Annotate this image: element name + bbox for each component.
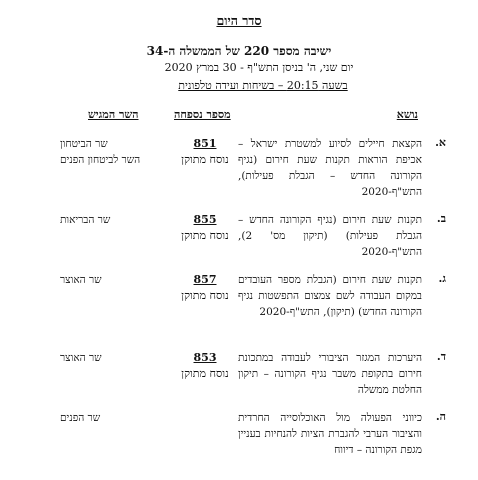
- item-version: נוסח מתוקן: [181, 367, 229, 380]
- agenda-title: סדר היום: [216, 13, 262, 28]
- item-number: 851: [193, 137, 217, 150]
- item-topic: היערכות המגזר הציבורי לעבודה במתכונת חירום בתקופת משבר נגיף הקורונה – תיקון החלטת ממשלה: [238, 352, 422, 396]
- column-header-number: מספר נספחה: [174, 108, 231, 121]
- item-minister: [60, 136, 168, 168]
- item-number-block: [172, 212, 238, 244]
- column-header-minister: השר המגיש: [88, 108, 139, 121]
- agenda-item-e: [0, 410, 478, 480]
- meeting-time: בשעה 20:15 – בשיחות ועידה טלפונית: [178, 79, 348, 92]
- item-number-block: [172, 272, 238, 304]
- item-minister: [60, 350, 168, 366]
- item-topic: תקנות שעת חירום (הגבלת מספר העובדים במקום העבודה לשם צמצום התפשטות נגיף הקורונה החדש) (תיקון), התש"ף-2020: [238, 274, 422, 318]
- item-version: נוסח מתוקן: [181, 289, 229, 302]
- item-letter: ה.: [435, 410, 446, 423]
- item-letter: א.: [435, 136, 446, 149]
- item-minister: [60, 272, 168, 288]
- agenda-item-a: [0, 136, 478, 206]
- item-topic: הקצאת חיילים לסיוע למשטרת ישראל – אכיפת הוראות תקנות שעת חירום (נגיף הקורונה החדש – הגבלת פעילות), התש"ף-2020: [238, 138, 422, 198]
- minister-line: שר הביטחון: [60, 138, 108, 150]
- meeting-date: יום שני, ה' בניסן התש"ף - 30 במרץ 2020: [164, 61, 354, 74]
- item-number: 853: [193, 351, 217, 364]
- item-version: נוסח מתוקן: [181, 229, 229, 242]
- item-number-block: [172, 350, 238, 382]
- item-letter: ג.: [438, 272, 446, 285]
- item-minister: [60, 410, 168, 426]
- item-letter: ד.: [436, 350, 446, 363]
- column-header-topic: נושא: [396, 108, 418, 121]
- minister-line: שר הבריאות: [60, 214, 111, 226]
- item-minister: [60, 212, 168, 228]
- item-number: 855: [193, 213, 217, 226]
- agenda-item-c: [0, 272, 478, 342]
- minister-line: שר הפנים: [60, 412, 101, 424]
- minister-line: שר האוצר: [60, 352, 102, 364]
- item-topic: כיווני הפעולה מול האוכלוסייה החרדית והציבור הערבי להגברת הציות להנחיות בעניין מגפת הקורונה – דיווח: [238, 412, 422, 456]
- meeting-title: ישיבה מספר 220 של הממשלה ה-34: [146, 44, 332, 58]
- item-letter: ב.: [436, 212, 446, 225]
- minister-line: השר לביטחון הפנים: [60, 154, 141, 166]
- item-number: 857: [193, 273, 217, 286]
- item-version: נוסח מתוקן: [181, 153, 229, 166]
- item-number-block: [172, 136, 238, 168]
- item-topic: תקנות שעת חירום (נגיף הקורונה החדש – הגבלת פעילות) (תיקון מס' 2), התש"ף-2020: [238, 214, 422, 258]
- minister-line: שר האוצר: [60, 274, 102, 286]
